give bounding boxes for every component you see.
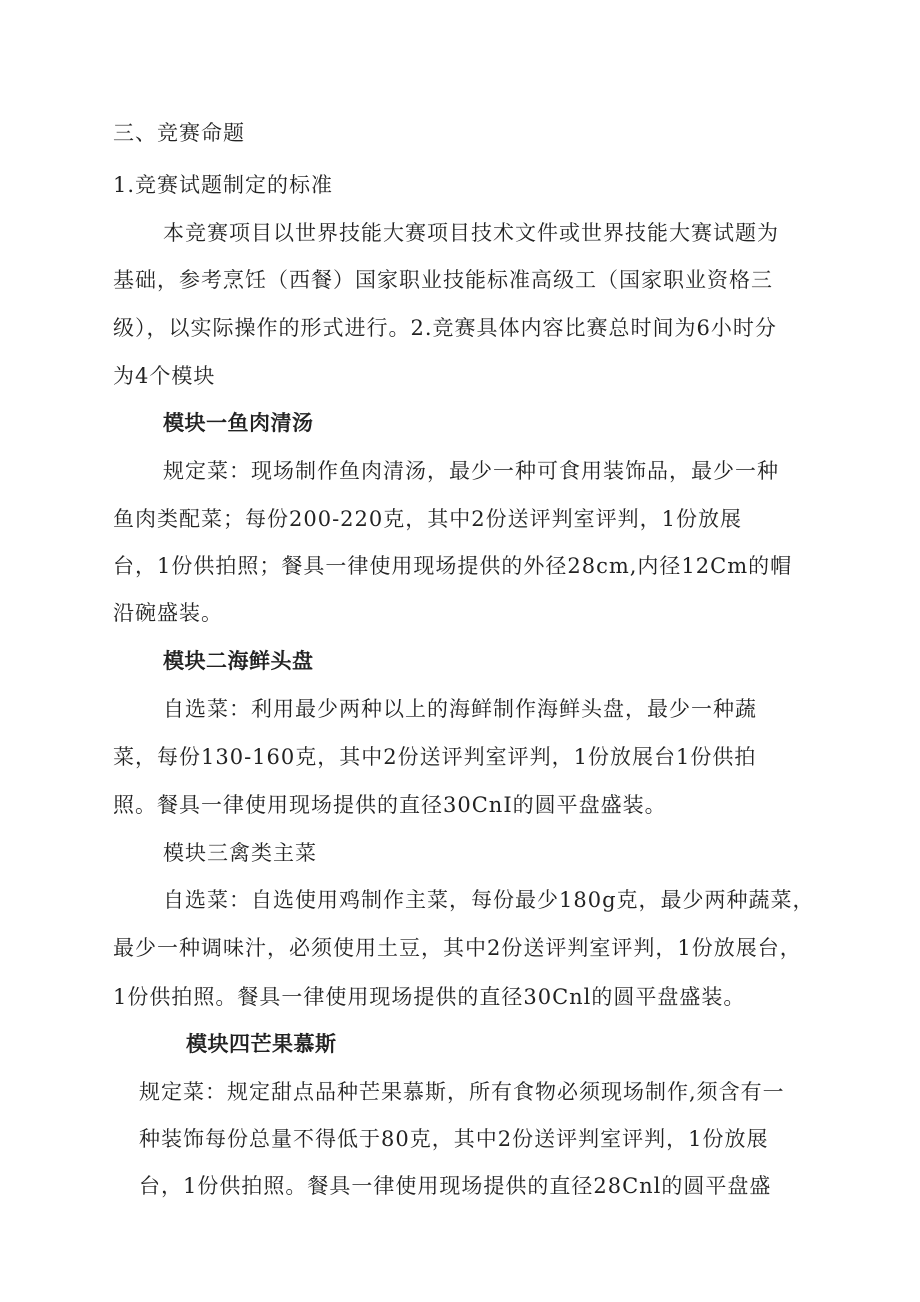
- intro-line: 为4个模块: [113, 364, 216, 388]
- module-line: 规定菜：现场制作鱼肉清汤，最少一种可食用装饰品，最少一种: [163, 459, 779, 483]
- module-line: 最少一种调味汁，必须使用土豆，其中2份送评判室评判，1份放展台，: [113, 936, 802, 960]
- module-line: 沿碗盛装。: [113, 601, 223, 625]
- section-heading: 三、竞赛命题: [113, 121, 245, 145]
- module-title: 模块一鱼肉清汤: [163, 411, 314, 435]
- sub-heading: 1.竞赛试题制定的标准: [113, 173, 334, 197]
- module-line: 台，1份供拍照。餐具一律使用现场提供的直径28Cnl的圆平盘盛: [139, 1174, 772, 1198]
- module-title: 模块二海鲜头盘: [163, 649, 314, 673]
- module-line: 规定菜：规定甜点品种芒果慕斯，所有食物必须现场制作,须含有一: [139, 1080, 785, 1104]
- module-line: 自选菜：利用最少两种以上的海鲜制作海鲜头盘，最少一种蔬: [163, 697, 757, 721]
- module-title: 模块四芒果慕斯: [186, 1032, 337, 1056]
- intro-line: 基础，参考烹饪（西餐）国家职业技能标准高级工（国家职业资格三: [113, 268, 773, 292]
- intro-line: 本竞赛项目以世界技能大赛项目技术文件或世界技能大赛试题为: [163, 221, 779, 245]
- intro-line: 级），以实际操作的形式进行。2.竞赛具体内容比赛总时间为6小时分: [113, 316, 777, 340]
- module-title: 模块三禽类主菜: [163, 841, 317, 865]
- module-line: 自选菜：自选使用鸡制作主菜，每份最少180g克，最少两种蔬菜，: [163, 888, 815, 912]
- module-line: 菜，每份130-160克，其中2份送评判室评判，1份放展台1份供拍: [113, 745, 757, 769]
- module-line: 鱼肉类配菜；每份200-220克，其中2份送评判室评判，1份放展: [113, 507, 742, 531]
- module-line: 台，1份供拍照；餐具一律使用现场提供的外径28cm,内径12Cm的帽: [113, 554, 793, 578]
- module-line: 种装饰每份总量不得低于80克，其中2份送评判室评判，1份放展: [139, 1127, 769, 1151]
- module-line: 1份供拍照。餐具一律使用现场提供的直径30Cnl的圆平盘盛装。: [113, 985, 746, 1009]
- module-line: 照。餐具一律使用现场提供的直径30CnI的圆平盘盛装。: [113, 793, 667, 817]
